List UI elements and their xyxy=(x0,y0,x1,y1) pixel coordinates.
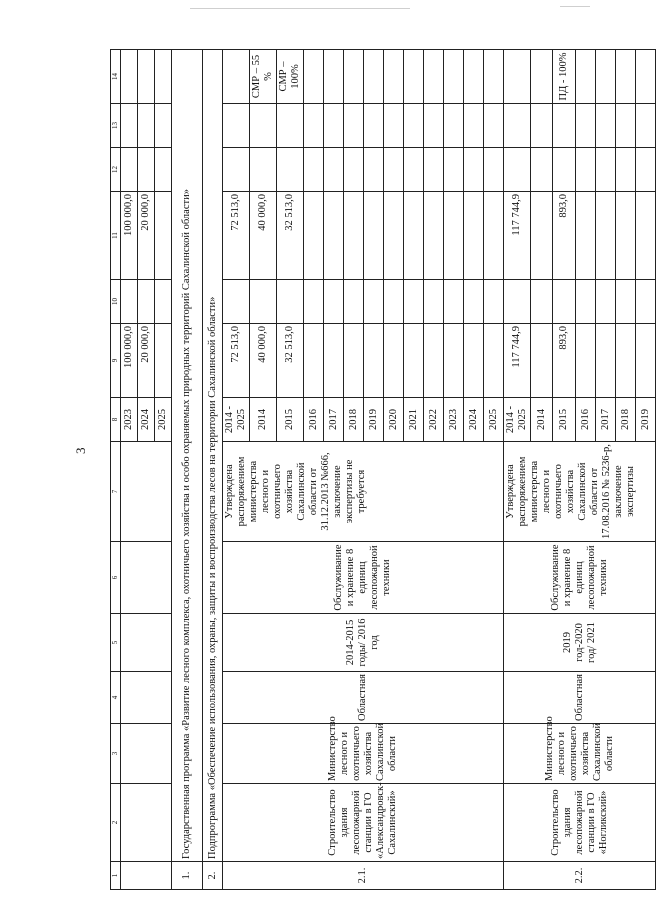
item-number: 2.1. xyxy=(223,862,504,890)
col-12-cell xyxy=(553,148,576,192)
col-14-cell xyxy=(596,50,616,104)
col-14-cell xyxy=(344,50,364,104)
col-13-cell xyxy=(444,104,464,148)
col-13-cell xyxy=(277,104,304,148)
year-cell: 2016 xyxy=(576,398,596,442)
scan-edge-line xyxy=(190,8,410,9)
col-13-cell xyxy=(531,104,553,148)
column-number: 3 xyxy=(111,724,121,784)
column-number: 6 xyxy=(111,542,121,614)
col-13-cell xyxy=(424,104,444,148)
column-number: 10 xyxy=(111,280,121,324)
year-cell: 2025 xyxy=(484,398,504,442)
col-10-cell xyxy=(304,280,324,324)
customer-name: Министерство лесного и охотничьего хозяйства Сахалинской области xyxy=(223,724,504,784)
subprogram-row xyxy=(203,50,223,890)
col-10-cell xyxy=(636,280,656,324)
program-title: Государственная программа «Развитие лесного комплекса, охотничьего хозяйства и особо охраняемых природных территорий Сахалинской области» xyxy=(172,50,203,862)
col-11-cell xyxy=(444,192,464,280)
col-12-cell xyxy=(155,148,172,192)
investment-table xyxy=(110,49,656,890)
year-cell: 2015 xyxy=(553,398,576,442)
col-11-cell xyxy=(324,192,344,280)
col-11-cell: 100 000,0 xyxy=(121,192,138,280)
year-cell: 2023 xyxy=(444,398,464,442)
table-row xyxy=(121,50,138,890)
column-number: 11 xyxy=(111,192,121,280)
col-14-cell xyxy=(531,50,553,104)
col-14-cell xyxy=(404,50,424,104)
column-number: 2 xyxy=(111,784,121,862)
empty-cell xyxy=(121,614,172,672)
col-9-cell: 893,0 xyxy=(553,324,576,398)
col-10-cell xyxy=(250,280,277,324)
col-10-cell xyxy=(464,280,484,324)
year-cell: 2018 xyxy=(344,398,364,442)
col-14-cell xyxy=(504,50,531,104)
year-cell: 2017 xyxy=(596,398,616,442)
col-11-cell xyxy=(616,192,636,280)
col-10-cell xyxy=(384,280,404,324)
year-cell: 2015 xyxy=(277,398,304,442)
construction-period: 2014-2015 годы/ 2016 год xyxy=(223,614,504,672)
object-capacity: Обслуживание и хранение 8 единиц лесопожарной техники xyxy=(504,542,656,614)
col-11-cell xyxy=(344,192,364,280)
col-11-cell xyxy=(364,192,384,280)
col-14-cell xyxy=(424,50,444,104)
empty-cell xyxy=(121,542,172,614)
col-14-cell xyxy=(636,50,656,104)
col-12-cell xyxy=(364,148,384,192)
col-11-cell xyxy=(155,192,172,280)
customer-name: Министерство лесного и охотничьего хозяйства Сахалинской области xyxy=(504,724,656,784)
col-12-cell xyxy=(304,148,324,192)
column-number: 12 xyxy=(111,148,121,192)
column-number: 5 xyxy=(111,614,121,672)
col-12-cell xyxy=(138,148,155,192)
col-14-cell: СМР – 55 % xyxy=(250,50,277,104)
col-13-cell xyxy=(404,104,424,148)
col-13-cell xyxy=(223,104,250,148)
column-number: 8 xyxy=(111,398,121,442)
col-12-cell xyxy=(464,148,484,192)
year-cell: 2016 xyxy=(304,398,324,442)
col-11-cell: 40 000,0 xyxy=(250,192,277,280)
col-12-cell xyxy=(484,148,504,192)
col-13-cell xyxy=(304,104,324,148)
column-number-row xyxy=(111,50,121,890)
empty-cell xyxy=(121,724,172,784)
col-13-cell xyxy=(324,104,344,148)
column-number: 4 xyxy=(111,672,121,724)
col-10-cell xyxy=(596,280,616,324)
col-10-cell xyxy=(277,280,304,324)
empty-cell xyxy=(121,442,172,542)
col-11-cell xyxy=(596,192,616,280)
col-11-cell xyxy=(464,192,484,280)
year-cell: 2025 xyxy=(155,398,172,442)
col-14-cell xyxy=(576,50,596,104)
col-9-cell xyxy=(636,324,656,398)
col-14-cell xyxy=(138,50,155,104)
col-9-cell xyxy=(424,324,444,398)
col-9-cell xyxy=(364,324,384,398)
col-9-cell xyxy=(304,324,324,398)
col-9-cell xyxy=(484,324,504,398)
col-12-cell xyxy=(324,148,344,192)
col-12-cell xyxy=(223,148,250,192)
col-11-cell xyxy=(404,192,424,280)
col-14-cell: ПД - 100% xyxy=(553,50,576,104)
col-9-cell xyxy=(384,324,404,398)
col-14-cell xyxy=(364,50,384,104)
col-11-cell xyxy=(576,192,596,280)
col-13-cell xyxy=(636,104,656,148)
column-number: 9 xyxy=(111,324,121,398)
col-9-cell: 40 000,0 xyxy=(250,324,277,398)
col-11-cell xyxy=(304,192,324,280)
col-10-cell xyxy=(324,280,344,324)
col-13-cell xyxy=(484,104,504,148)
budget-table xyxy=(110,50,651,890)
col-9-cell: 72 513,0 xyxy=(223,324,250,398)
col-14-cell xyxy=(121,50,138,104)
col-10-cell xyxy=(121,280,138,324)
col-9-cell xyxy=(155,324,172,398)
col-14-cell xyxy=(324,50,344,104)
col-14-cell xyxy=(155,50,172,104)
col-12-cell xyxy=(424,148,444,192)
col-12-cell xyxy=(404,148,424,192)
year-cell: 2022 xyxy=(424,398,444,442)
col-14-cell xyxy=(616,50,636,104)
col-11-cell xyxy=(424,192,444,280)
col-9-cell: 20 000,0 xyxy=(138,324,155,398)
subprogram-number: 2. xyxy=(203,862,223,890)
col-9-cell xyxy=(464,324,484,398)
col-14-cell xyxy=(223,50,250,104)
table-row xyxy=(223,50,250,890)
col-10-cell xyxy=(223,280,250,324)
column-number: 14 xyxy=(111,50,121,104)
col-9-cell xyxy=(324,324,344,398)
year-cell: 2017 xyxy=(324,398,344,442)
column-number: 7 xyxy=(111,442,121,542)
col-11-cell: 117 744,9 xyxy=(504,192,531,280)
col-12-cell xyxy=(636,148,656,192)
year-cell: 2024 xyxy=(138,398,155,442)
col-13-cell xyxy=(121,104,138,148)
object-capacity: Обслуживание и хранение 8 единиц лесопожарной техники xyxy=(223,542,504,614)
col-9-cell xyxy=(616,324,636,398)
col-13-cell xyxy=(576,104,596,148)
year-cell: 2023 xyxy=(121,398,138,442)
year-cell: 2014 xyxy=(531,398,553,442)
year-cell: 2021 xyxy=(404,398,424,442)
col-13-cell xyxy=(138,104,155,148)
col-11-cell xyxy=(484,192,504,280)
ownership-form: Областная xyxy=(223,672,504,724)
col-9-cell: 100 000,0 xyxy=(121,324,138,398)
col-13-cell xyxy=(553,104,576,148)
col-13-cell xyxy=(364,104,384,148)
col-12-cell xyxy=(531,148,553,192)
col-10-cell xyxy=(364,280,384,324)
year-cell: 2014 xyxy=(250,398,277,442)
col-12-cell xyxy=(344,148,364,192)
col-12-cell xyxy=(616,148,636,192)
col-9-cell xyxy=(404,324,424,398)
col-11-cell: 72 513,0 xyxy=(223,192,250,280)
col-13-cell xyxy=(464,104,484,148)
col-13-cell xyxy=(384,104,404,148)
year-cell: 2020 xyxy=(384,398,404,442)
year-cell: 2018 xyxy=(616,398,636,442)
construction-period: 2019 год-2020 год/ 2021 xyxy=(504,614,656,672)
year-cell: 2024 xyxy=(464,398,484,442)
approval-document: Утверждена распоряжением министерства лесного и охотничьего хозяйства Сахалинской области от 31.12.2013 №666, заключение экспертизы не требуется xyxy=(223,442,504,542)
col-13-cell xyxy=(596,104,616,148)
col-14-cell: СМР – 100% xyxy=(277,50,304,104)
col-11-cell xyxy=(531,192,553,280)
col-9-cell: 117 744,9 xyxy=(504,324,531,398)
col-14-cell xyxy=(304,50,324,104)
col-12-cell xyxy=(277,148,304,192)
col-12-cell xyxy=(121,148,138,192)
col-11-cell: 32 513,0 xyxy=(277,192,304,280)
column-number: 13 xyxy=(111,104,121,148)
program-number: 1. xyxy=(172,862,203,890)
col-10-cell xyxy=(138,280,155,324)
col-10-cell xyxy=(616,280,636,324)
col-12-cell xyxy=(250,148,277,192)
item-number: 2.2. xyxy=(504,862,656,890)
col-11-cell xyxy=(384,192,404,280)
column-number: 1 xyxy=(111,862,121,890)
approval-document: Утверждена распоряжением министерства лесного и охотничьего хозяйства Сахалинской области от 17.08.2016 № 5236-р, заключение экспертизы xyxy=(504,442,656,542)
year-cell: 2019 xyxy=(364,398,384,442)
col-9-cell xyxy=(444,324,464,398)
col-10-cell xyxy=(444,280,464,324)
col-10-cell xyxy=(344,280,364,324)
col-10-cell xyxy=(424,280,444,324)
col-12-cell xyxy=(384,148,404,192)
table-row xyxy=(504,50,531,890)
col-11-cell: 20 000,0 xyxy=(138,192,155,280)
col-14-cell xyxy=(444,50,464,104)
col-13-cell xyxy=(616,104,636,148)
col-11-cell: 893,0 xyxy=(553,192,576,280)
col-10-cell xyxy=(484,280,504,324)
col-12-cell xyxy=(444,148,464,192)
object-name: Строительство здания лесопожарной станции в ГО «Ногликский» xyxy=(504,784,656,862)
col-10-cell xyxy=(553,280,576,324)
empty-cell xyxy=(121,784,172,862)
col-10-cell xyxy=(404,280,424,324)
col-10-cell xyxy=(504,280,531,324)
col-12-cell xyxy=(596,148,616,192)
col-14-cell xyxy=(384,50,404,104)
col-10-cell xyxy=(531,280,553,324)
empty-cell xyxy=(121,672,172,724)
col-12-cell xyxy=(504,148,531,192)
col-9-cell xyxy=(576,324,596,398)
page-number: 3 xyxy=(73,447,88,454)
program-row xyxy=(172,50,203,890)
col-13-cell xyxy=(155,104,172,148)
col-9-cell xyxy=(531,324,553,398)
subprogram-title: Подпрограмма «Обеспечение использования, охраны, защиты и воспроизводства лесов на территории Сахалинской области» xyxy=(203,50,223,862)
col-9-cell: 32 513,0 xyxy=(277,324,304,398)
ownership-form: Областная xyxy=(504,672,656,724)
col-13-cell xyxy=(344,104,364,148)
scan-edge-line xyxy=(560,6,590,7)
year-cell: 2019 xyxy=(636,398,656,442)
col-9-cell xyxy=(344,324,364,398)
col-14-cell xyxy=(484,50,504,104)
year-cell: 2014 - 2025 xyxy=(223,398,250,442)
object-name: Строительство здания лесопожарной станции в ГО «Александровск-Сахалинский» xyxy=(223,784,504,862)
col-9-cell xyxy=(596,324,616,398)
col-10-cell xyxy=(155,280,172,324)
col-10-cell xyxy=(576,280,596,324)
col-14-cell xyxy=(464,50,484,104)
col-13-cell xyxy=(250,104,277,148)
col-12-cell xyxy=(576,148,596,192)
empty-cell xyxy=(121,862,172,890)
col-13-cell xyxy=(504,104,531,148)
col-11-cell xyxy=(636,192,656,280)
year-cell: 2014 - 2025 xyxy=(504,398,531,442)
